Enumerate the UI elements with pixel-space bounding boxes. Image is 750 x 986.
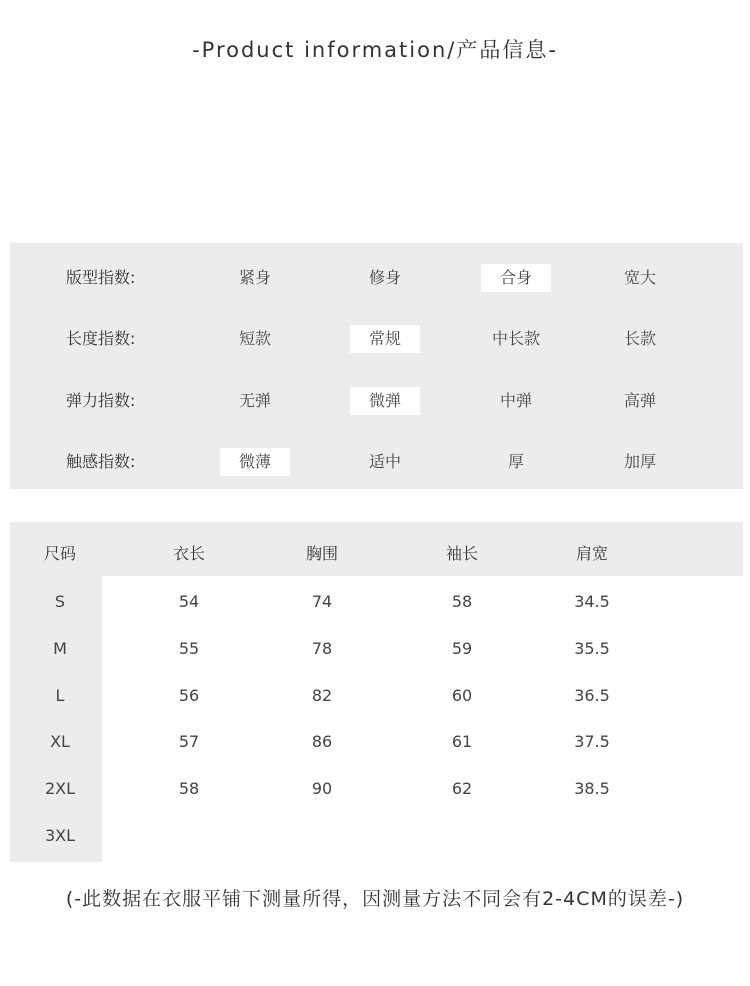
size-value-cell: 61 [451,732,473,752]
size-value-cell [149,821,229,851]
size-value-cell: 60 [451,685,473,705]
index-option: 高弹 [623,391,656,410]
size-value-cell: 62 [451,779,473,799]
size-value-cell [422,821,502,851]
measurement-note: (-此数据在衣服平铺下测量所得，因测量方法不同会有2-4CM的误差-) [65,888,685,910]
index-option: 修身 [368,268,401,287]
index-option: 加厚 [623,452,656,471]
index-row [10,381,743,421]
size-table-side-bg [10,576,102,862]
size-label-cell: 3XL [44,826,76,845]
index-label: 版型指数: [66,268,136,287]
index-option: 厚 [507,452,524,471]
size-value-cell [552,821,632,851]
index-option: 紧身 [238,268,271,287]
size-table-header-cell: 胸围 [305,544,338,563]
size-value-cell: 37.5 [574,732,610,752]
size-table-header-cell: 袖长 [445,544,478,563]
index-label: 触感指数: [66,452,136,471]
size-value-cell: 54 [178,592,200,611]
index-option: 无弹 [238,391,271,410]
index-option: 适中 [368,452,401,471]
index-option-selected: 常规 [350,325,420,353]
index-label: 弹力指数: [66,391,136,410]
size-value-cell: 59 [451,638,473,658]
size-value-cell: 58 [178,779,200,799]
size-value-cell: 35.5 [574,638,610,658]
size-value-cell: 90 [311,779,333,799]
index-option-selected: 微弹 [350,387,420,415]
size-value-cell: 78 [311,638,333,658]
size-value-cell: 86 [311,732,333,752]
size-label-cell: XL [50,732,70,752]
index-row [10,319,743,359]
size-label-cell: L [55,685,65,705]
index-option: 短款 [238,329,271,348]
index-label: 长度指数: [66,329,136,348]
index-option: 长款 [623,329,656,348]
index-option: 宽大 [623,268,656,287]
size-value-cell [282,821,362,851]
size-value-cell: 55 [178,638,200,658]
index-option-selected: 微薄 [220,448,290,476]
size-value-cell: 34.5 [574,592,610,611]
index-option: 中弹 [499,391,532,410]
size-value-cell: 58 [451,592,473,611]
size-value-cell: 36.5 [574,685,610,705]
size-value-cell: 74 [311,592,333,611]
size-value-cell: 38.5 [574,779,610,799]
size-label-cell: M [53,638,67,658]
size-table-header-cell: 尺码 [43,544,76,563]
index-row [10,258,743,298]
size-value-cell: 82 [311,685,333,705]
size-value-cell: 57 [178,732,200,752]
size-table-header-cell: 衣长 [172,544,205,563]
index-option-selected: 合身 [481,264,551,292]
index-row [10,442,743,482]
page-title: -Product information/产品信息- [192,38,558,62]
index-option: 中长款 [491,329,540,348]
size-table-header-cell: 肩宽 [575,544,608,563]
size-label-cell: S [54,592,66,611]
size-table-header-bg [10,522,743,576]
size-value-cell: 56 [178,685,200,705]
size-label-cell: 2XL [44,779,76,799]
